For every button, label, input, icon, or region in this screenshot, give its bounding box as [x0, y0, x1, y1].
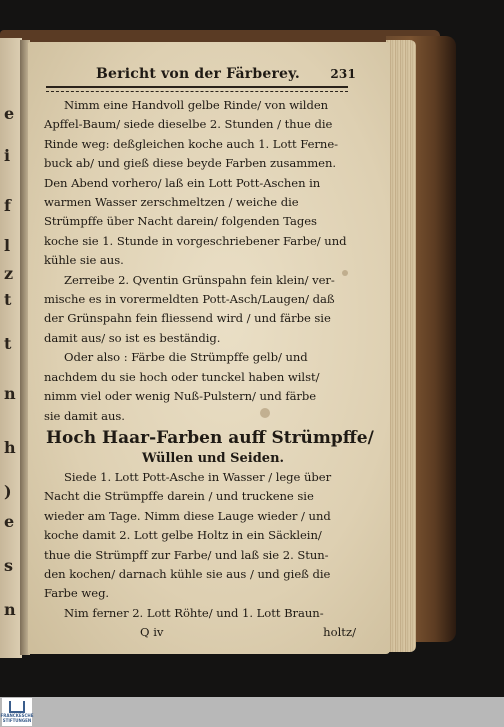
text-line: Nim ferner 2. Lott Röhte/ und 1. Lott Braun- — [64, 605, 324, 620]
left-page-glyph: ) — [4, 482, 12, 501]
viewer-bottom-bar — [0, 697, 504, 727]
library-logo-mark — [9, 701, 25, 713]
text-line: nachdem du sie hoch oder tunckel haben wilst/ — [44, 369, 320, 384]
text-line: wieder am Tage. Nimm diese Lauge wieder / und — [44, 508, 331, 523]
text-line: Nimm eine Handvoll gelbe Rinde/ von wilden — [64, 98, 329, 112]
left-page-glyph: i — [4, 146, 11, 165]
text-line: Rinde weg: deßgleichen koche auch 1. Lott Ferne- — [44, 136, 338, 151]
section-paragraphs — [44, 468, 356, 623]
running-title: Bericht von der Färberey. — [96, 66, 300, 82]
text-line: sie damit aus. — [44, 408, 125, 423]
left-page-glyph: t — [4, 290, 12, 309]
text-line: den kochen/ darnach kühle sie aus / und gieß die — [44, 566, 331, 581]
left-page-glyph: e — [4, 104, 15, 123]
left-page-glyph: n — [4, 600, 16, 619]
text-line: Zerreibe 2. Qventin Grünspahn fein klein/ ver- — [64, 272, 335, 287]
text-line: nimm viel oder wenig Nuß-Pulstern/ und färbe — [44, 389, 317, 404]
text-line: koche sie 1. Stunde in vorgeschriebener Farbe/ und — [44, 233, 347, 248]
text-line: Oder also : Färbe die Strümpffe gelb/ und — [64, 350, 308, 365]
signature-mark: Q iv — [140, 625, 164, 640]
section-heading: Hoch Haar-Farben auff Strümpffe/ — [46, 427, 374, 448]
text-line: Den Abend vorhero/ laß ein Lott Pott-Aschen in — [44, 175, 321, 190]
library-logo-text: FRANCKESCHE STIFTUNGEN — [0, 713, 34, 723]
section-subheading: Wüllen und Seiden. — [141, 450, 285, 466]
text-line: Siede 1. Lott Pott-Asche in Wasser / lege über — [64, 469, 332, 484]
library-logo-icon[interactable] — [2, 698, 32, 726]
page-header — [44, 66, 356, 82]
left-page-glyph: t — [4, 334, 12, 353]
left-page-glyph: f — [4, 196, 11, 215]
page-number: 231 — [330, 67, 356, 81]
left-page-fragment — [0, 38, 22, 658]
text-line: koche damit 2. Lott gelbe Holtz in ein Säcklein/ — [44, 528, 322, 543]
text-line: warmen Wasser zerschmeltzen / weiche die — [44, 195, 299, 210]
text-line: thue die Strümpff zur Farbe/ und laß sie 2. Stun- — [44, 547, 329, 562]
header-rule — [46, 86, 348, 92]
page-footer — [44, 623, 356, 642]
book-cover-top — [0, 30, 440, 42]
text-line: damit aus/ so ist es beständig. — [44, 330, 221, 345]
left-page-glyph: n — [4, 384, 16, 403]
text-line: buck ab/ und gieß diese beyde Farben zusammen. — [44, 156, 337, 171]
left-page-glyph: z — [4, 264, 14, 283]
catchword: holtz/ — [323, 625, 356, 640]
paragraphs — [44, 96, 356, 426]
text-line: Apffel-Baum/ siede dieselbe 2. Stunden / thue die — [44, 117, 333, 132]
left-page-glyph: s — [4, 556, 14, 575]
page-text — [44, 66, 374, 642]
text-line: Nacht die Strümpffe darein / und truckene sie — [44, 489, 314, 504]
left-page-glyph: h — [4, 438, 16, 457]
text-line: der Grünspahn fein fliessend wird / und färbe sie — [44, 311, 331, 326]
text-line: Strümpffe über Nacht darein/ folgenden Tages — [44, 214, 317, 229]
text-line: kühle sie aus. — [44, 253, 124, 268]
left-page-glyph: l — [4, 236, 11, 255]
page-edges — [386, 40, 416, 652]
left-page-glyph: e — [4, 512, 15, 531]
text-line: mische es in vorermeldten Pott-Asch/Laugen/ daß — [44, 292, 335, 307]
text-line: Farbe weg. — [44, 586, 110, 601]
